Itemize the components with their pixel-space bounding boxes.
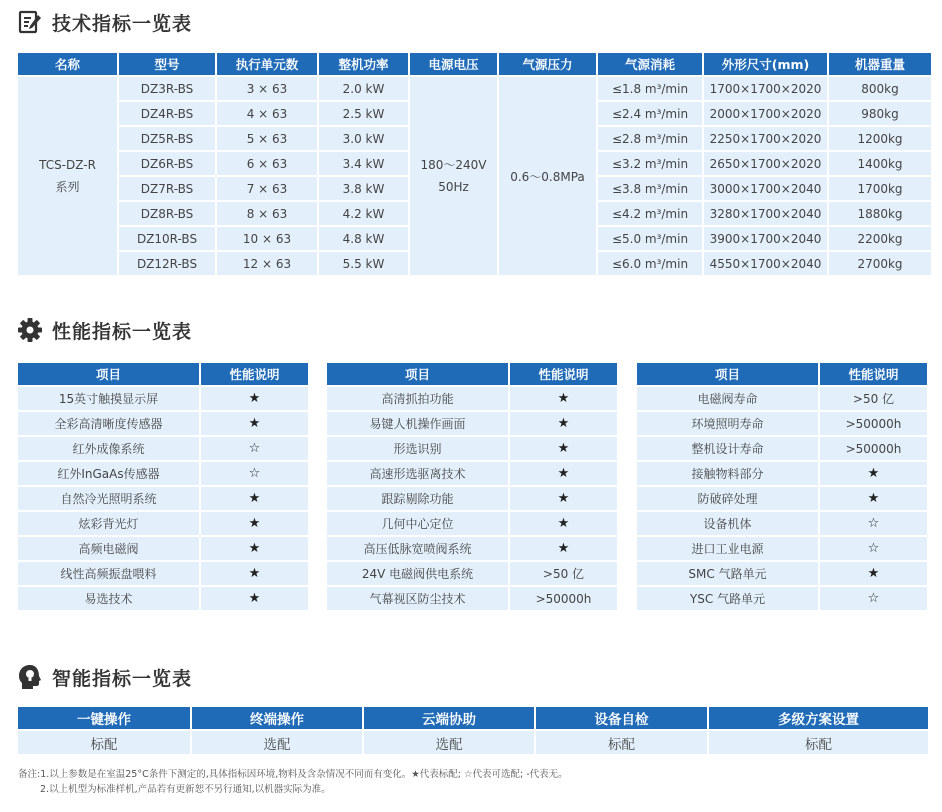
perf-desc: ★ <box>510 437 617 460</box>
weight-cell: 800kg <box>829 77 931 100</box>
smart-value: 标配 <box>709 731 928 754</box>
perf-item: 设备机体 <box>637 512 818 535</box>
smart-header-multi-scheme: 多级方案设置 <box>709 707 928 729</box>
table-row <box>637 512 927 535</box>
table-row <box>327 437 617 460</box>
tech-section-title <box>16 8 192 36</box>
table-row <box>18 731 928 754</box>
table-row <box>327 387 617 410</box>
smart-header-row <box>18 707 928 729</box>
tech-header-air-pressure: 气源压力 <box>499 53 596 75</box>
perf-header-desc: 性能说明 <box>510 363 617 385</box>
table-row <box>327 537 617 560</box>
air-cell: ≤6.0 m³/min <box>598 252 702 275</box>
air-cell: ≤1.8 m³/min <box>598 77 702 100</box>
weight-cell: 2700kg <box>829 252 931 275</box>
smart-title: 智能指标一览表 <box>52 667 193 690</box>
smart-header-self-check: 设备自检 <box>536 707 707 729</box>
perf-item: 跟踪剔除功能 <box>327 487 508 510</box>
table-row <box>18 412 308 435</box>
units-cell: 3 × 63 <box>217 77 317 100</box>
smart-value: 标配 <box>536 731 707 754</box>
table-row <box>18 537 308 560</box>
perf-desc: ★ <box>510 462 617 485</box>
perf-desc: ☆ <box>201 437 308 460</box>
table-row <box>327 412 617 435</box>
size-cell: 2650×1700×2020 <box>704 152 827 175</box>
perf-header-item: 项目 <box>18 363 199 385</box>
size-cell: 2000×1700×2020 <box>704 102 827 125</box>
perf-item: 高压低脉宽喷阀系统 <box>327 537 508 560</box>
perf-desc: >50 亿 <box>820 387 927 410</box>
perf-item: 气幕视区防尘技术 <box>327 587 508 610</box>
power-cell: 2.5 kW <box>319 102 408 125</box>
tech-header-power: 整机功率 <box>319 53 408 75</box>
table-row <box>327 512 617 535</box>
power-cell: 5.5 kW <box>319 252 408 275</box>
perf-item: 自然冷光照明系统 <box>18 487 199 510</box>
footnotes <box>18 767 568 797</box>
tech-header-name: 名称 <box>18 53 117 75</box>
units-cell: 12 × 63 <box>217 252 317 275</box>
table-row <box>637 487 927 510</box>
model-cell: DZ12R-BS <box>119 252 215 275</box>
units-cell: 4 × 63 <box>217 102 317 125</box>
size-cell: 1700×1700×2020 <box>704 77 827 100</box>
model-cell: DZ4R-BS <box>119 102 215 125</box>
table-row <box>637 537 927 560</box>
table-row <box>18 437 308 460</box>
units-cell: 8 × 63 <box>217 202 317 225</box>
model-cell: DZ3R-BS <box>119 77 215 100</box>
gear-icon <box>16 316 44 344</box>
perf-item: 炫彩背光灯 <box>18 512 199 535</box>
perf-header-item: 项目 <box>327 363 508 385</box>
perf-item: 接触物料部分 <box>637 462 818 485</box>
table-row <box>18 487 308 510</box>
perf-desc: ☆ <box>820 512 927 535</box>
units-cell: 7 × 63 <box>217 177 317 200</box>
tech-header-model: 型号 <box>119 53 215 75</box>
perf-desc: ☆ <box>820 587 927 610</box>
smart-header-one-key: 一键操作 <box>18 707 190 729</box>
perf-desc: ★ <box>820 462 927 485</box>
power-cell: 3.8 kW <box>319 177 408 200</box>
series-name-line1: TCS-DZ-R <box>39 158 96 172</box>
weight-cell: 980kg <box>829 102 931 125</box>
perf-desc: ★ <box>201 412 308 435</box>
tech-header-weight: 机器重量 <box>829 53 931 75</box>
perf-desc: ★ <box>820 487 927 510</box>
size-cell: 3000×1700×2040 <box>704 177 827 200</box>
perf-desc: ★ <box>201 537 308 560</box>
table-row <box>18 462 308 485</box>
perf-item: 形选识别 <box>327 437 508 460</box>
perf-desc: ★ <box>201 587 308 610</box>
voltage-line1: 180～240V <box>420 158 487 172</box>
voltage-line2: 50Hz <box>438 180 469 194</box>
perf-desc: >50000h <box>820 412 927 435</box>
perf-desc: ★ <box>201 562 308 585</box>
weight-cell: 1400kg <box>829 152 931 175</box>
smart-value: 标配 <box>18 731 190 754</box>
table-row <box>327 487 617 510</box>
perf-desc: ★ <box>201 512 308 535</box>
perf-item: 环境照明寿命 <box>637 412 818 435</box>
power-cell: 3.0 kW <box>319 127 408 150</box>
power-cell: 4.2 kW <box>319 202 408 225</box>
series-name-line2: 系列 <box>55 180 80 194</box>
table-row <box>18 512 308 535</box>
perf-header-row <box>637 363 927 385</box>
power-cell: 4.8 kW <box>319 227 408 250</box>
air-pressure-cell: 0.6～0.8MPa <box>499 77 596 275</box>
perf-item: 全彩高清晰度传感器 <box>18 412 199 435</box>
perf-item: 15英寸触摸显示屏 <box>18 387 199 410</box>
units-cell: 5 × 63 <box>217 127 317 150</box>
table-row <box>637 562 927 585</box>
air-cell: ≤2.8 m³/min <box>598 127 702 150</box>
units-cell: 6 × 63 <box>217 152 317 175</box>
perf-title: 性能指标一览表 <box>52 320 193 343</box>
tech-table <box>16 51 933 277</box>
perf-desc: ★ <box>510 387 617 410</box>
tech-header-voltage: 电源电压 <box>410 53 497 75</box>
footnote-line-2: 2.以上机型为标准样机,产品若有更新恕不另行通知,以机器实际为准。 <box>40 784 331 795</box>
model-cell: DZ5R-BS <box>119 127 215 150</box>
perf-header-item: 项目 <box>637 363 818 385</box>
table-row <box>637 587 927 610</box>
smart-table <box>16 705 930 756</box>
perf-item: 电磁阀寿命 <box>637 387 818 410</box>
perf-item: 线性高频振盘喂料 <box>18 562 199 585</box>
perf-desc: >50 亿 <box>510 562 617 585</box>
air-cell: ≤5.0 m³/min <box>598 227 702 250</box>
perf-desc: >50000h <box>510 587 617 610</box>
perf-desc: ★ <box>201 387 308 410</box>
size-cell: 4550×1700×2040 <box>704 252 827 275</box>
perf-header-row <box>327 363 617 385</box>
model-cell: DZ6R-BS <box>119 152 215 175</box>
perf-table-3 <box>635 361 929 612</box>
perf-item: 高频电磁阀 <box>18 537 199 560</box>
perf-desc: ★ <box>201 487 308 510</box>
table-row <box>18 562 308 585</box>
perf-desc: ★ <box>510 512 617 535</box>
air-cell: ≤3.8 m³/min <box>598 177 702 200</box>
model-cell: DZ7R-BS <box>119 177 215 200</box>
smart-header-terminal: 终端操作 <box>192 707 362 729</box>
table-row <box>327 462 617 485</box>
perf-item: YSC 气路单元 <box>637 587 818 610</box>
perf-item: 红外成像系统 <box>18 437 199 460</box>
perf-desc: ★ <box>510 537 617 560</box>
size-cell: 3280×1700×2040 <box>704 202 827 225</box>
table-row <box>18 77 931 100</box>
tech-title: 技术指标一览表 <box>52 12 193 35</box>
perf-header-desc: 性能说明 <box>201 363 308 385</box>
perf-item: 进口工业电源 <box>637 537 818 560</box>
perf-item: 高清抓拍功能 <box>327 387 508 410</box>
perf-header-row <box>18 363 308 385</box>
size-cell: 2250×1700×2020 <box>704 127 827 150</box>
perf-desc: ★ <box>820 562 927 585</box>
perf-item: SMC 气路单元 <box>637 562 818 585</box>
model-cell: DZ8R-BS <box>119 202 215 225</box>
smart-value: 选配 <box>192 731 362 754</box>
power-cell: 2.0 kW <box>319 77 408 100</box>
perf-desc: ★ <box>510 487 617 510</box>
perf-item: 易选技术 <box>18 587 199 610</box>
perf-table-2 <box>325 361 619 612</box>
perf-desc: >50000h <box>820 437 927 460</box>
table-row <box>637 462 927 485</box>
tech-header-row <box>18 53 931 75</box>
perf-item: 24V 电磁阀供电系统 <box>327 562 508 585</box>
table-row <box>637 437 927 460</box>
tech-header-air-consumption: 气源消耗 <box>598 53 702 75</box>
perf-desc: ☆ <box>201 462 308 485</box>
table-row <box>327 587 617 610</box>
tech-header-units: 执行单元数 <box>217 53 317 75</box>
weight-cell: 1200kg <box>829 127 931 150</box>
smart-section-title <box>16 663 192 691</box>
table-row <box>18 387 308 410</box>
perf-item: 整机设计寿命 <box>637 437 818 460</box>
perf-item: 高速形选驱离技术 <box>327 462 508 485</box>
table-row <box>637 387 927 410</box>
size-cell: 3900×1700×2040 <box>704 227 827 250</box>
air-cell: ≤4.2 m³/min <box>598 202 702 225</box>
weight-cell: 1880kg <box>829 202 931 225</box>
voltage-cell <box>410 77 497 275</box>
air-cell: ≤2.4 m³/min <box>598 102 702 125</box>
perf-table-1 <box>16 361 310 612</box>
weight-cell: 2200kg <box>829 227 931 250</box>
footnote-line-1: 备注:1.以上参数是在室温25°C条件下测定的,具体指标因环境,物料及含杂情况不同而有变化。★代表标配; ☆代表可选配; -代表无。 <box>18 769 568 780</box>
series-name-cell <box>18 77 117 275</box>
air-cell: ≤3.2 m³/min <box>598 152 702 175</box>
units-cell: 10 × 63 <box>217 227 317 250</box>
document-edit-icon <box>16 8 44 36</box>
model-cell: DZ10R-BS <box>119 227 215 250</box>
power-cell: 3.4 kW <box>319 152 408 175</box>
perf-item: 易键人机操作画面 <box>327 412 508 435</box>
perf-desc: ★ <box>510 412 617 435</box>
smart-header-cloud: 云端协助 <box>364 707 534 729</box>
table-row <box>18 587 308 610</box>
table-row <box>637 412 927 435</box>
perf-header-desc: 性能说明 <box>820 363 927 385</box>
smart-value: 选配 <box>364 731 534 754</box>
perf-desc: ☆ <box>820 537 927 560</box>
weight-cell: 1700kg <box>829 177 931 200</box>
perf-section-title <box>16 316 192 344</box>
perf-item: 几何中心定位 <box>327 512 508 535</box>
perf-item: 红外InGaAs传感器 <box>18 462 199 485</box>
head-bulb-icon <box>16 663 44 691</box>
tech-header-dimensions: 外形尺寸(mm) <box>704 53 827 75</box>
table-row <box>327 562 617 585</box>
perf-item: 防破碎处理 <box>637 487 818 510</box>
